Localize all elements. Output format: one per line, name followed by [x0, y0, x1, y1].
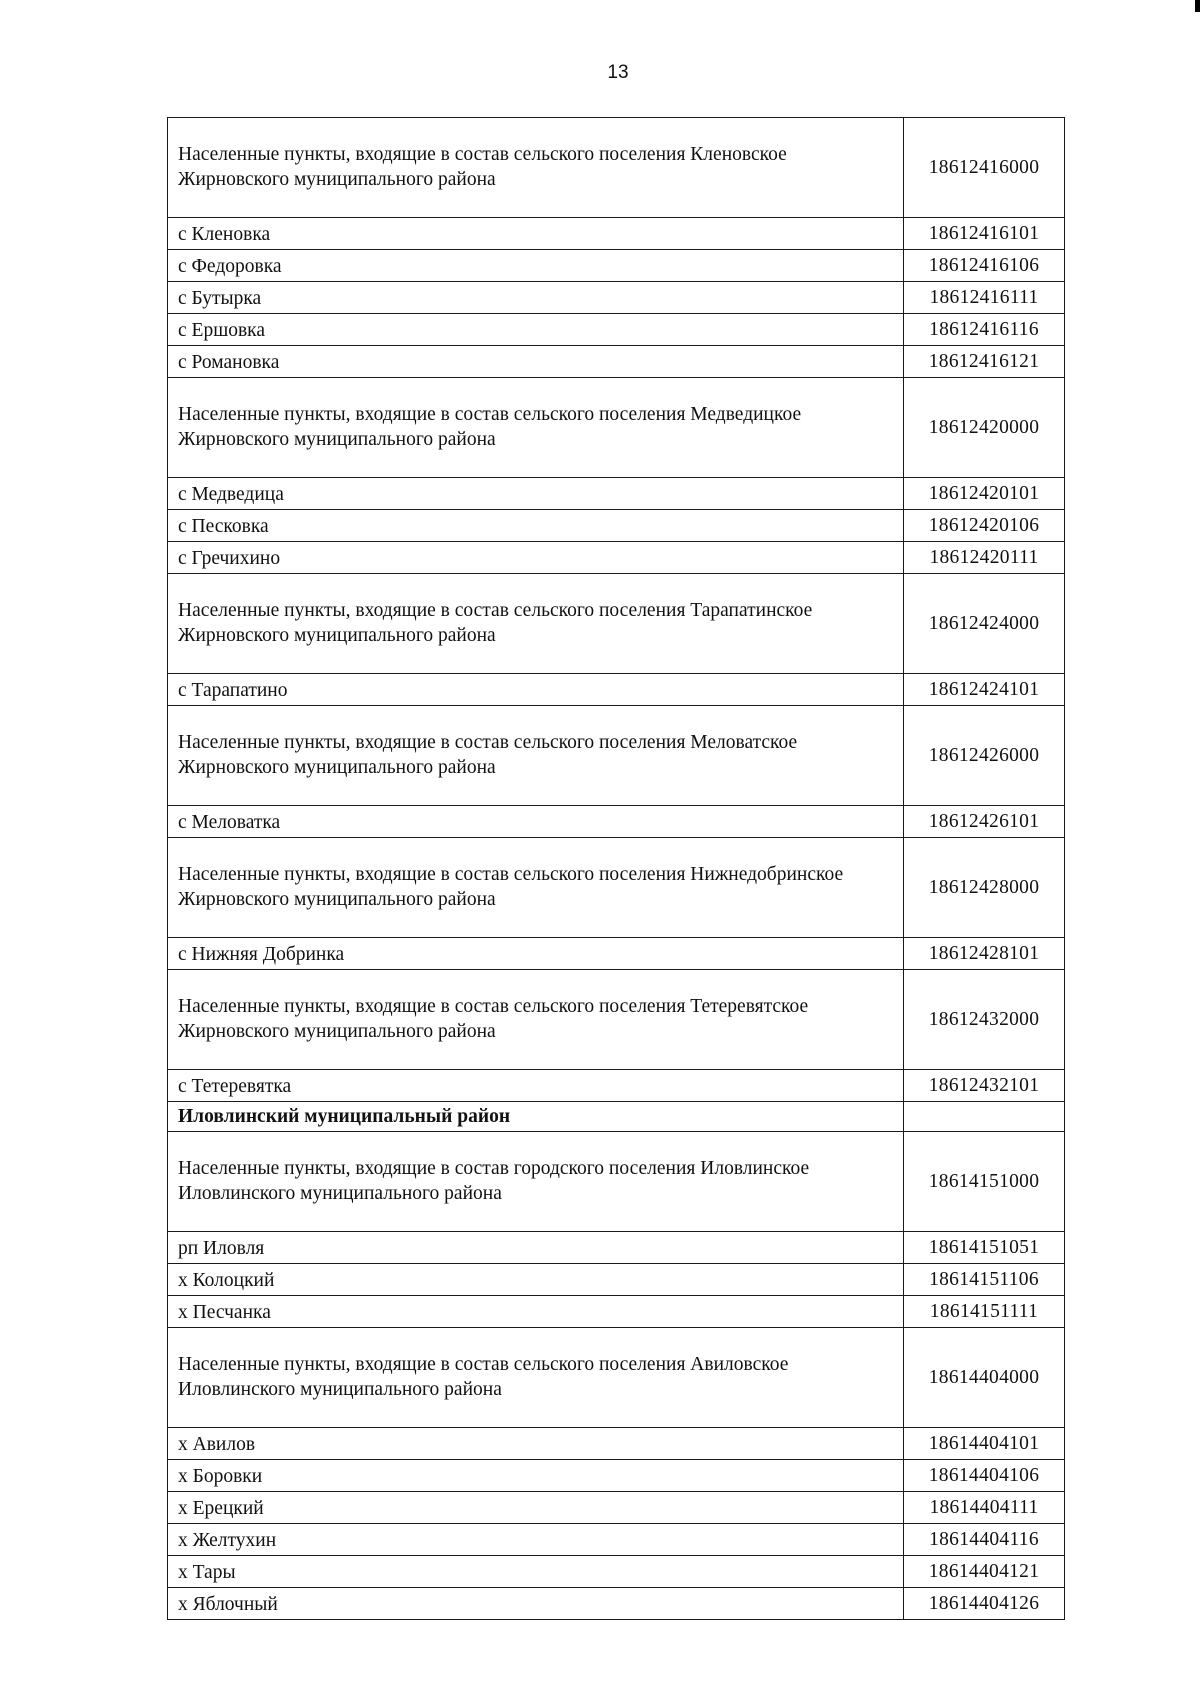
settlement-name: с Федоровка — [168, 250, 904, 282]
oktmo-code: 18612428000 — [904, 838, 1065, 938]
settlement-name: х Боровки — [168, 1460, 904, 1492]
oktmo-code: 18612428101 — [904, 938, 1065, 970]
settlement-name: Населенные пункты, входящие в состав городского поселения Иловлинское Иловлинского муниципального района — [168, 1132, 904, 1232]
settlement-row — [168, 314, 1065, 346]
settlement-row — [168, 1588, 1065, 1620]
settlement-name: с Тарапатино — [168, 674, 904, 706]
settlement-row — [168, 218, 1065, 250]
oktmo-code: 18612420101 — [904, 478, 1065, 510]
oktmo-code: 18612424000 — [904, 574, 1065, 674]
district-row — [168, 1102, 1065, 1132]
settlement-name: х Яблочный — [168, 1588, 904, 1620]
settlement-row — [168, 346, 1065, 378]
settlement-group-row — [168, 378, 1065, 478]
settlement-group-row — [168, 118, 1065, 218]
settlement-name: с Тетеревятка — [168, 1070, 904, 1102]
settlement-name: х Песчанка — [168, 1296, 904, 1328]
settlement-row — [168, 938, 1065, 970]
oktmo-code: 18612420106 — [904, 510, 1065, 542]
oktmo-code: 18612416000 — [904, 118, 1065, 218]
settlement-name: с Ершовка — [168, 314, 904, 346]
settlement-name: х Авилов — [168, 1428, 904, 1460]
oktmo-code: 18614151111 — [904, 1296, 1065, 1328]
settlement-row — [168, 1296, 1065, 1328]
settlement-name: с Бутырка — [168, 282, 904, 314]
oktmo-code: 18612432101 — [904, 1070, 1065, 1102]
district-name: Иловлинский муниципальный район — [168, 1102, 904, 1132]
settlement-name: Населенные пункты, входящие в состав сельского поселения Меловатское Жирновского муниципального района — [168, 706, 904, 806]
settlement-name: Населенные пункты, входящие в состав сельского поселения Тетеревятское Жирновского муниципального района — [168, 970, 904, 1070]
settlement-name: Населенные пункты, входящие в состав сельского поселения Кленовское Жирновского муниципального района — [168, 118, 904, 218]
settlement-row — [168, 1460, 1065, 1492]
settlement-group-row — [168, 970, 1065, 1070]
settlements-table — [167, 117, 1065, 1620]
oktmo-code: 18614404126 — [904, 1588, 1065, 1620]
oktmo-code: 18612416101 — [904, 218, 1065, 250]
settlement-name: Населенные пункты, входящие в состав сельского поселения Авиловское Иловлинского муниципального района — [168, 1328, 904, 1428]
oktmo-code: 18614404116 — [904, 1524, 1065, 1556]
settlement-name: х Тары — [168, 1556, 904, 1588]
settlement-name: с Нижняя Добринка — [168, 938, 904, 970]
oktmo-code: 18612426101 — [904, 806, 1065, 838]
settlement-name: с Романовка — [168, 346, 904, 378]
settlement-name: х Колоцкий — [168, 1264, 904, 1296]
oktmo-code: 18614151051 — [904, 1232, 1065, 1264]
settlement-row — [168, 250, 1065, 282]
oktmo-code: 18612424101 — [904, 674, 1065, 706]
oktmo-code: 18612420111 — [904, 542, 1065, 574]
oktmo-code: 18612416111 — [904, 282, 1065, 314]
settlement-row — [168, 1232, 1065, 1264]
settlement-name: с Меловатка — [168, 806, 904, 838]
settlement-name: с Кленовка — [168, 218, 904, 250]
oktmo-code — [904, 1102, 1065, 1132]
oktmo-code: 18614404000 — [904, 1328, 1065, 1428]
oktmo-code: 18614404111 — [904, 1492, 1065, 1524]
settlement-group-row — [168, 1328, 1065, 1428]
settlement-row — [168, 542, 1065, 574]
settlement-row — [168, 806, 1065, 838]
oktmo-code: 18612420000 — [904, 378, 1065, 478]
oktmo-code: 18614404121 — [904, 1556, 1065, 1588]
settlement-name: Населенные пункты, входящие в состав сельского поселения Медведицкое Жирновского муниципального района — [168, 378, 904, 478]
oktmo-code: 18614151000 — [904, 1132, 1065, 1232]
settlement-row — [168, 1524, 1065, 1556]
settlement-name: Населенные пункты, входящие в состав сельского поселения Тарапатинское Жирновского муниципального района — [168, 574, 904, 674]
oktmo-code: 18612416106 — [904, 250, 1065, 282]
oktmo-code: 18612426000 — [904, 706, 1065, 806]
settlement-name: с Медведица — [168, 478, 904, 510]
settlement-row — [168, 1492, 1065, 1524]
settlement-name: с Песковка — [168, 510, 904, 542]
oktmo-code: 18614151106 — [904, 1264, 1065, 1296]
settlement-name: Населенные пункты, входящие в состав сельского поселения Нижнедобринское Жирновского муниципального района — [168, 838, 904, 938]
oktmo-code: 18612416116 — [904, 314, 1065, 346]
settlement-group-row — [168, 1132, 1065, 1232]
page-number: 13 — [607, 62, 629, 83]
settlement-row — [168, 282, 1065, 314]
oktmo-code: 18614404106 — [904, 1460, 1065, 1492]
settlement-row — [168, 1070, 1065, 1102]
settlement-group-row — [168, 706, 1065, 806]
settlements-table-body — [168, 118, 1065, 1620]
settlement-row — [168, 510, 1065, 542]
oktmo-code: 18614404101 — [904, 1428, 1065, 1460]
settlement-row — [168, 1264, 1065, 1296]
scan-edge-mark — [1195, 0, 1200, 12]
settlement-group-row — [168, 574, 1065, 674]
settlement-name: рп Иловля — [168, 1232, 904, 1264]
oktmo-code: 18612416121 — [904, 346, 1065, 378]
settlement-name: с Гречихино — [168, 542, 904, 574]
settlement-name: х Ерецкий — [168, 1492, 904, 1524]
oktmo-code: 18612432000 — [904, 970, 1065, 1070]
settlement-row — [168, 1556, 1065, 1588]
settlement-name: х Желтухин — [168, 1524, 904, 1556]
settlement-row — [168, 1428, 1065, 1460]
settlement-row — [168, 674, 1065, 706]
settlement-row — [168, 478, 1065, 510]
settlement-group-row — [168, 838, 1065, 938]
